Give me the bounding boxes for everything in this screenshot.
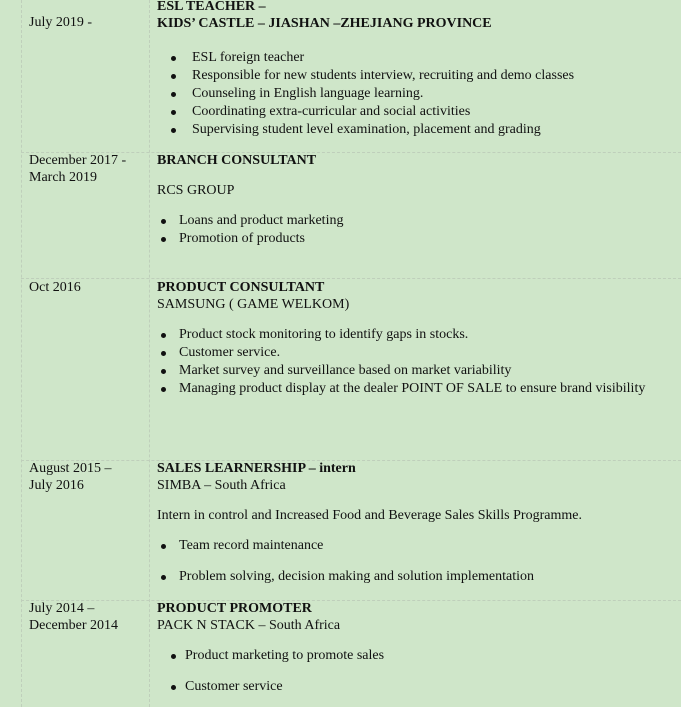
job-title: PRODUCT PROMOTER bbox=[157, 601, 312, 616]
job-title: BRANCH CONSULTANT bbox=[157, 153, 317, 168]
list-item: Supervising student level examination, placement and grading bbox=[157, 121, 681, 139]
date-start: December 2017 - bbox=[29, 153, 127, 168]
duties-list bbox=[157, 647, 681, 696]
list-item: Managing product display at the dealer POINT OF SALE to ensure brand visibility bbox=[157, 380, 681, 398]
list-item: ESL foreign teacher bbox=[157, 49, 681, 67]
list-item: Counseling in English language learning. bbox=[157, 85, 681, 103]
list-item: Responsible for new students interview, recruiting and demo classes bbox=[157, 67, 681, 85]
job-details bbox=[157, 279, 681, 398]
list-item: Customer service bbox=[157, 678, 681, 696]
date-end: July 2016 bbox=[29, 478, 84, 493]
job-details bbox=[157, 0, 681, 139]
job-details bbox=[157, 460, 681, 586]
list-item: Product stock monitoring to identify gaps in stocks. bbox=[157, 326, 681, 344]
table-row bbox=[21, 460, 681, 600]
duties-list bbox=[157, 537, 681, 586]
list-item: Market survey and surveillance based on market variability bbox=[157, 362, 681, 380]
employer-name: KIDS’ CASTLE – JIASHAN –ZHEJIANG PROVINCE bbox=[157, 16, 492, 31]
employment-date bbox=[29, 600, 147, 634]
list-item: Problem solving, decision making and solution implementation bbox=[157, 568, 681, 586]
table-row bbox=[21, 0, 681, 152]
list-item: Product marketing to promote sales bbox=[157, 647, 681, 665]
job-details bbox=[157, 600, 681, 696]
table-row bbox=[21, 278, 681, 460]
list-item: Promotion of products bbox=[157, 230, 681, 248]
duties-list bbox=[157, 212, 681, 248]
duties-list bbox=[157, 49, 681, 139]
employment-date bbox=[29, 460, 147, 494]
date-start: August 2015 – bbox=[29, 461, 112, 476]
date-text: July 2019 - bbox=[29, 15, 92, 30]
duties-list bbox=[157, 326, 681, 398]
job-title: SALES LEARNERSHIP – intern bbox=[157, 461, 356, 476]
employment-date bbox=[29, 279, 147, 296]
employer-name: PACK N STACK – South Africa bbox=[157, 618, 341, 633]
date-end: December 2014 bbox=[29, 618, 119, 633]
employer-name: SIMBA – South Africa bbox=[157, 478, 286, 493]
list-item: Customer service. bbox=[157, 344, 681, 362]
table-row bbox=[21, 600, 681, 707]
employer-name: RCS GROUP bbox=[157, 183, 235, 198]
job-details bbox=[157, 152, 681, 248]
list-item: Team record maintenance bbox=[157, 537, 681, 555]
employment-date bbox=[29, 14, 147, 31]
table-row bbox=[21, 152, 681, 278]
date-start: July 2014 – bbox=[29, 601, 95, 616]
job-title: ESL TEACHER – bbox=[157, 0, 266, 14]
date-text: Oct 2016 bbox=[29, 280, 81, 295]
employment-date bbox=[29, 152, 147, 186]
job-description: Intern in control and Increased Food and Beverage Sales Skills Programme. bbox=[157, 508, 582, 523]
date-end: March 2019 bbox=[29, 170, 98, 185]
employer-name: SAMSUNG ( GAME WELKOM) bbox=[157, 297, 350, 312]
list-item: Coordinating extra-curricular and social activities bbox=[157, 103, 681, 121]
list-item: Loans and product marketing bbox=[157, 212, 681, 230]
job-title: PRODUCT CONSULTANT bbox=[157, 280, 325, 295]
